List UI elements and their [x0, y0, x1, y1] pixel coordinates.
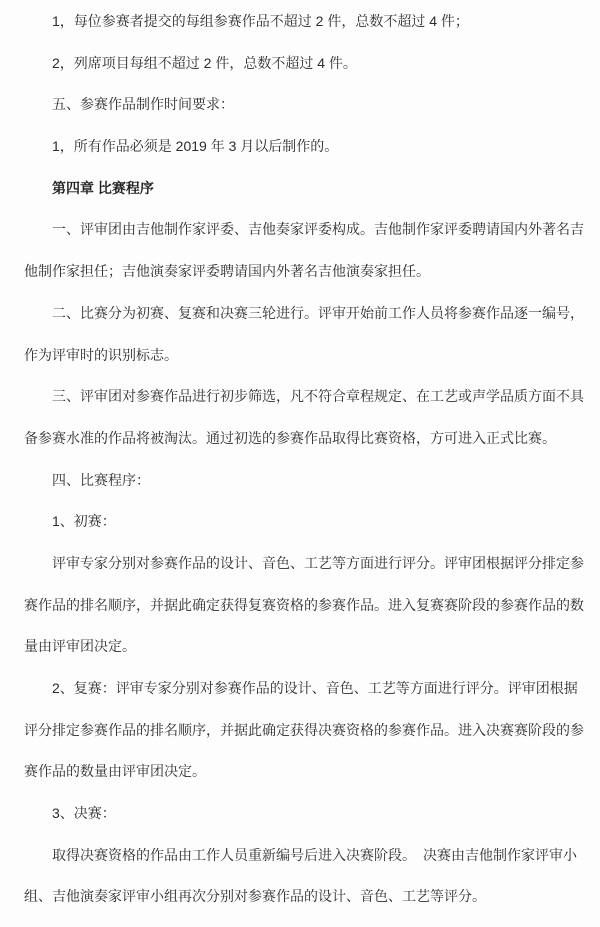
- text-line: 取得决赛资格的作品由工作人员重新编号后进入决赛阶段。 决赛由吉他制作家评审小: [52, 846, 577, 863]
- text-line: 一、评审团由吉他制作家评委、吉他奏家评委构成。吉他制作家评委聘请国内外著名吉: [52, 221, 584, 238]
- text-line: 3、决赛：: [52, 805, 116, 822]
- text-line: 四、比赛程序：: [52, 471, 150, 488]
- text-line: 二、比赛分为初赛、复赛和决赛三轮进行。评审开始前工作人员将参赛作品逐一编号，: [52, 304, 584, 321]
- text-line: 赛作品的数量由评审团决定。: [24, 763, 206, 780]
- text-line: 作为评审时的识别标志。: [24, 346, 178, 363]
- text-line: 五、参赛作品制作时间要求：: [52, 96, 234, 113]
- text-line: 量由评审团决定。: [24, 638, 136, 655]
- chapter-heading: 第四章 比赛程序: [52, 179, 154, 196]
- text-line: 组、吉他演奏家评审小组再次分别对参赛作品的设计、音色、工艺等评分。: [24, 888, 486, 905]
- text-line: 2、复赛：评审专家分别对参赛作品的设计、音色、工艺等方面进行评分。评审团根据: [52, 680, 578, 696]
- text-line: 三、评审团对参赛作品进行初步筛选，凡不符合章程规定、在工艺或声学品质方面不具: [52, 388, 584, 405]
- text-line: 评分排定参赛作品的排名顺序，并据此确定获得决赛资格的参赛作品。进入决赛赛阶段的参: [24, 721, 584, 738]
- text-line: 2，列席项目每组不超过 2 件，总数不超过 4 件。: [52, 54, 357, 71]
- text-line: 备参赛水准的作品将被淘汰。通过初选的参赛作品取得比赛资格，方可进入正式比赛。: [24, 429, 556, 446]
- text-line: 他制作家担任；吉他演奏家评委聘请国内外著名吉他演奏家担任。: [24, 263, 430, 280]
- text-line: 1，每位参赛者提交的每组参赛作品不超过 2 件，总数不超过 4 件；: [52, 13, 469, 29]
- text-line: 评审专家分别对参赛作品的设计、音色、工艺等方面进行评分。评审团根据评分排定参: [52, 554, 584, 571]
- text-line: 1、初赛：: [52, 513, 116, 530]
- text-line: 赛作品的排名顺序，并据此确定获得复赛资格的参赛作品。进入复赛赛阶段的参赛作品的数: [24, 596, 584, 613]
- text-line: 1，所有作品必须是 2019 年 3 月以后制作的。: [52, 138, 339, 155]
